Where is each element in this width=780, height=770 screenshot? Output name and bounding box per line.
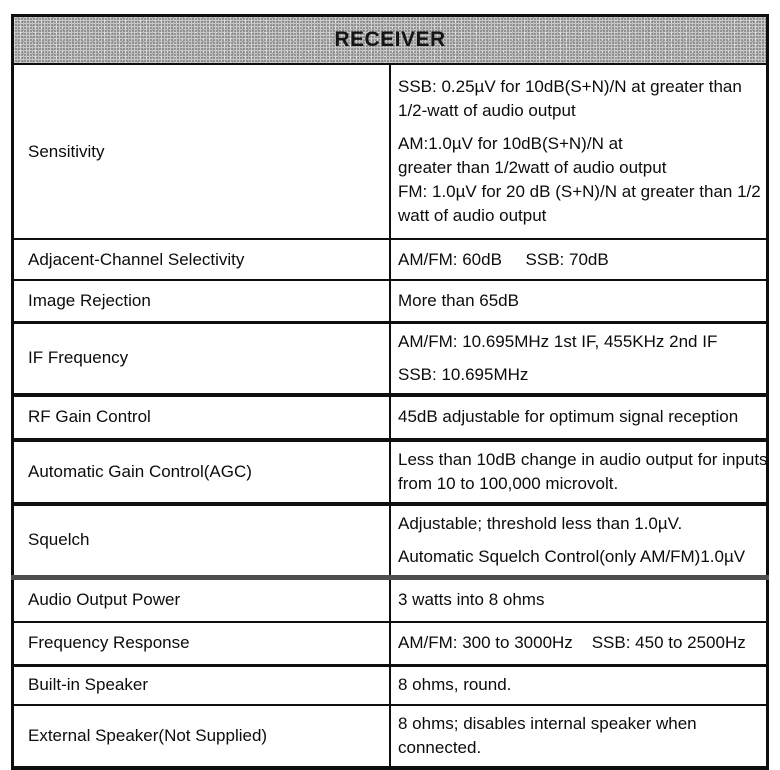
spec-value-line: FM: 1.0µV for 20 dB (S+N)/N at greater than 1/2	[398, 182, 761, 201]
spec-label-cell: Automatic Gain Control(AGC)	[13, 440, 391, 504]
spec-label-cell: Squelch	[13, 504, 391, 578]
spec-value-line: 3 watts into 8 ohms	[398, 590, 545, 610]
spec-value-line: AM/FM: 60dB SSB: 70dB	[398, 249, 609, 269]
spec-value-line: watt of audio output	[398, 206, 547, 225]
spec-value-line: 8 ohms, round.	[398, 675, 512, 695]
title-row	[13, 16, 768, 65]
spec-label-cell: Adjacent-Channel Selectivity	[13, 239, 391, 280]
table-title: RECEIVER	[13, 16, 768, 65]
spec-value-cell	[390, 280, 768, 322]
spec-value-cell	[390, 665, 768, 705]
spec-value-cell	[390, 622, 768, 665]
spec-value-line: AM/FM: 10.695MHz 1st IF, 455KHz 2nd IF	[398, 331, 718, 351]
spec-row	[13, 504, 768, 578]
spec-row	[13, 577, 768, 622]
spec-value-cell	[390, 322, 768, 395]
spec-value-line: AM:1.0µV for 10dB(S+N)/N at	[398, 134, 623, 153]
spec-value-line: 1/2-watt of audio output	[398, 101, 576, 120]
spec-value-line: 45dB adjustable for optimum signal reception	[398, 407, 739, 426]
spec-row	[13, 395, 768, 440]
spec-value-line: Adjustable; threshold less than 1.0µV.	[398, 513, 683, 533]
spec-row	[13, 440, 768, 504]
spec-label-cell: Image Rejection	[13, 280, 391, 322]
spec-row	[13, 322, 768, 395]
spec-value-cell	[390, 440, 768, 504]
spec-table-header	[13, 16, 768, 65]
spec-label-cell: IF Frequency	[13, 322, 391, 395]
spec-label-cell: Built-in Speaker	[13, 665, 391, 705]
spec-label-cell: Frequency Response	[13, 622, 391, 665]
spec-label-cell: External Speaker(Not Supplied)	[13, 705, 391, 768]
spec-value-cell	[390, 577, 768, 622]
spec-value-line: 8 ohms; disables internal speaker when	[398, 714, 697, 733]
spec-table-rows	[13, 64, 768, 768]
spec-value-cell	[390, 64, 768, 239]
spec-label-cell: RF Gain Control	[13, 395, 391, 440]
spec-value-line: AM/FM: 300 to 3000Hz SSB: 450 to 2500Hz	[398, 633, 746, 653]
spec-row	[13, 665, 768, 705]
spec-row	[13, 239, 768, 280]
spec-value-cell	[390, 705, 768, 768]
spec-row	[13, 64, 768, 239]
spec-value-line: Automatic Squelch Control(only AM/FM)1.0µV	[398, 546, 746, 566]
spec-row	[13, 622, 768, 665]
spec-row	[13, 280, 768, 322]
spec-value-line: More than 65dB	[398, 290, 519, 310]
receiver-spec-table	[11, 14, 769, 770]
spec-row	[13, 705, 768, 768]
spec-value-line: SSB: 10.695MHz	[398, 364, 529, 384]
spec-value-line: SSB: 0.25µV for 10dB(S+N)/N at greater than	[398, 77, 742, 96]
spec-value-line: greater than 1/2watt of audio output	[398, 158, 667, 177]
spec-value-cell	[390, 239, 768, 280]
spec-value-line: from 10 to 100,000 microvolt.	[398, 473, 619, 493]
spec-value-cell	[390, 504, 768, 578]
spec-label-cell: Sensitivity	[13, 64, 391, 239]
spec-value-line: Less than 10dB change in audio output for inputs	[398, 449, 768, 469]
spec-label-cell: Audio Output Power	[13, 577, 391, 622]
spec-value-line: connected.	[398, 738, 482, 757]
spec-value-cell	[390, 395, 768, 440]
